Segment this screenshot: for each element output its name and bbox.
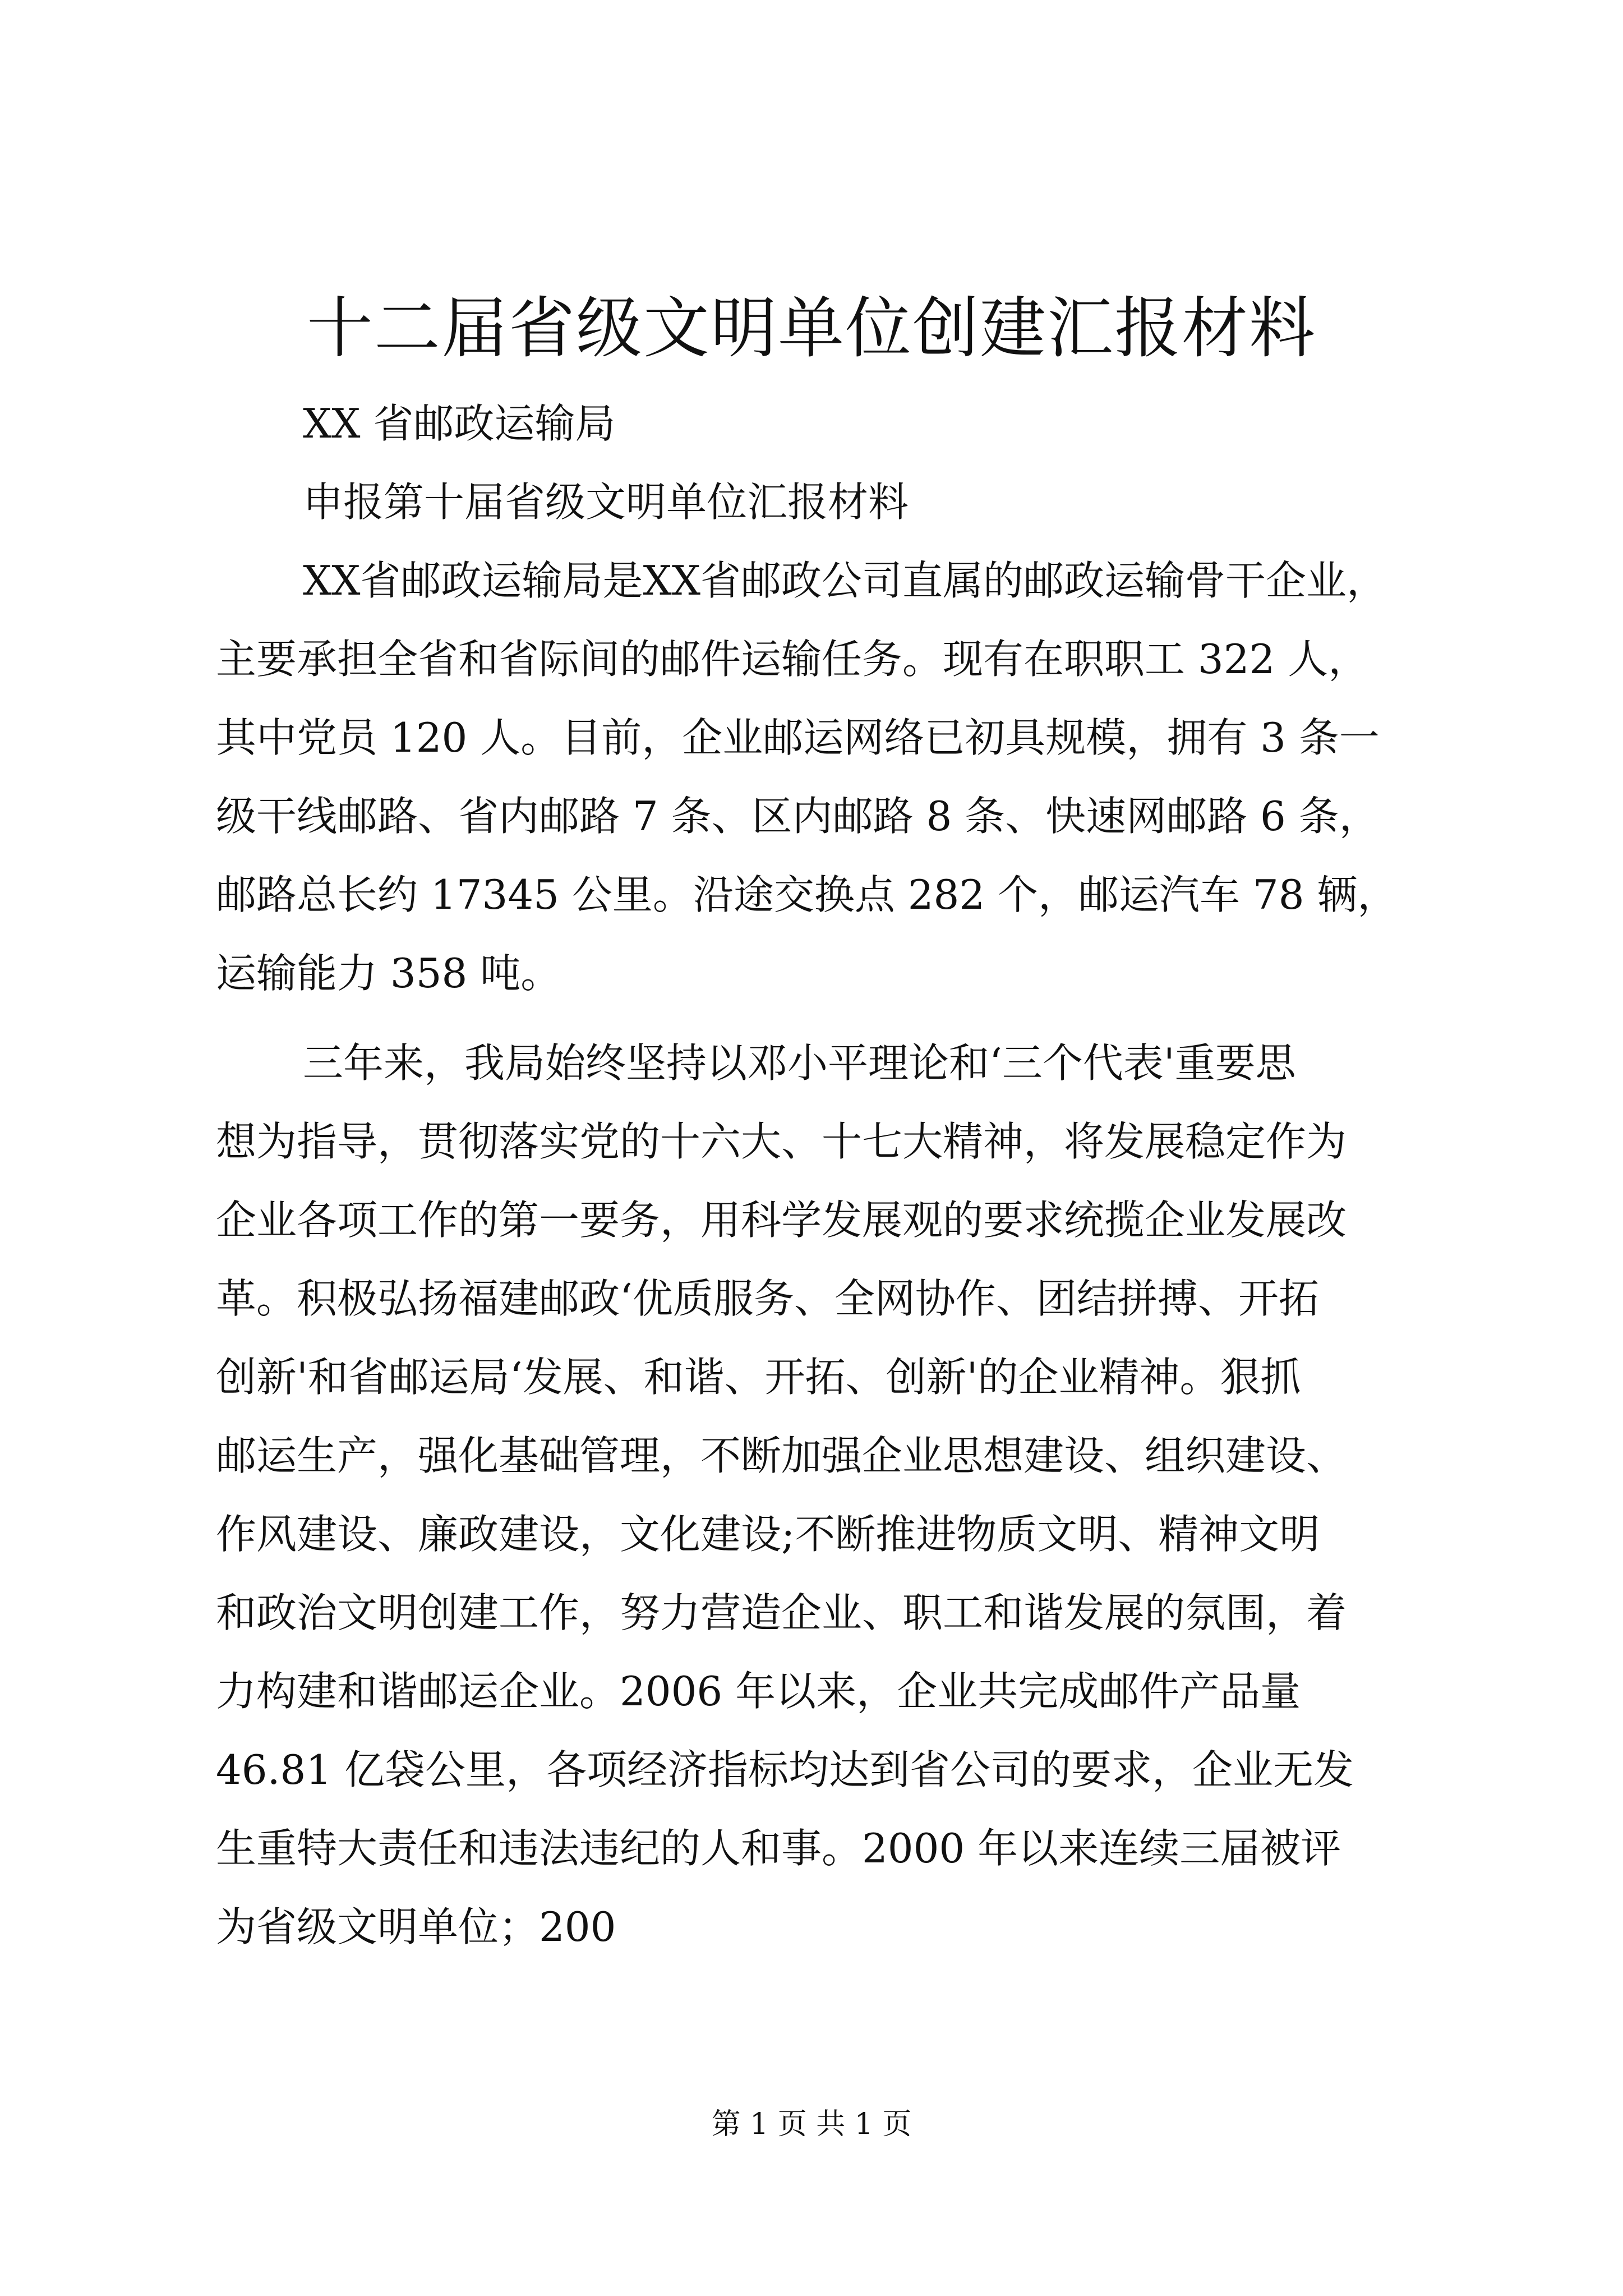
paragraph-line: XX省邮政运输局是XX省邮政公司直属的邮政运输骨干企业， bbox=[303, 557, 1387, 604]
paragraph-line: 作风建设、廉政建设，文化建设;不断推进物质文明、精神文明 bbox=[216, 1511, 1320, 1558]
paragraph-line: 三年来，我局始终坚持以邓小平理论和‘三个代表'重要思 bbox=[303, 1039, 1296, 1087]
paragraph-line: 生重特大责任和违法违纪的人和事。2000 年以来连续三届被评 bbox=[216, 1825, 1341, 1872]
paragraph-line: 革。积极弘扬福建邮政‘优质服务、全网协作、团结拼搏、开拓 bbox=[216, 1275, 1319, 1322]
paragraph-line: 其中党员 120 人。目前，企业邮运网络已初具规模，拥有 3 条一 bbox=[216, 714, 1380, 761]
paragraph-line: 和政治文明创建工作，努力营造企业、职工和谐发展的氛围，着 bbox=[216, 1589, 1347, 1636]
document-subtitle: 申报第十届省级文明单位汇报材料 bbox=[303, 478, 909, 526]
paragraph-line: 为省级文明单位；200 bbox=[216, 1903, 616, 1950]
page-footer: 第 1 页 共 1 页 bbox=[711, 2108, 912, 2141]
paragraph-line: 级干线邮路、省内邮路 7 条、区内邮路 8 条、快速网邮路 6 条， bbox=[216, 793, 1380, 840]
document-title: 十二届省级文明单位创建汇报材料 bbox=[306, 289, 1316, 367]
paragraph-line: 主要承担全省和省际间的邮件运输任务。现有在职职工 322 人， bbox=[216, 636, 1369, 683]
paragraph-line: 邮运生产，强化基础管理，不断加强企业思想建设、组织建设、 bbox=[216, 1432, 1347, 1479]
paragraph-line: 创新'和省邮运局‘发展、和谐、开拓、创新'的企业精神。狠抓 bbox=[216, 1354, 1301, 1401]
paragraph-line: 力构建和谐邮运企业。2006 年以来，企业共完成邮件产品量 bbox=[216, 1668, 1301, 1715]
org-name: XX 省邮政运输局 bbox=[303, 400, 616, 447]
paragraph-line: 运输能力 358 吨。 bbox=[216, 950, 561, 997]
paragraph-line: 想为指导，贯彻落实党的十六大、十七大精神，将发展稳定作为 bbox=[216, 1118, 1347, 1165]
paragraph-line: 邮路总长约 17345 公里。沿途交换点 282 个，邮运汽车 78 辆， bbox=[216, 871, 1398, 918]
paragraph-line: 46.81 亿袋公里，各项经济指标均达到省公司的要求，企业无发 bbox=[216, 1746, 1354, 1793]
paragraph-line: 企业各项工作的第一要务，用科学发展观的要求统揽企业发展改 bbox=[216, 1197, 1347, 1244]
